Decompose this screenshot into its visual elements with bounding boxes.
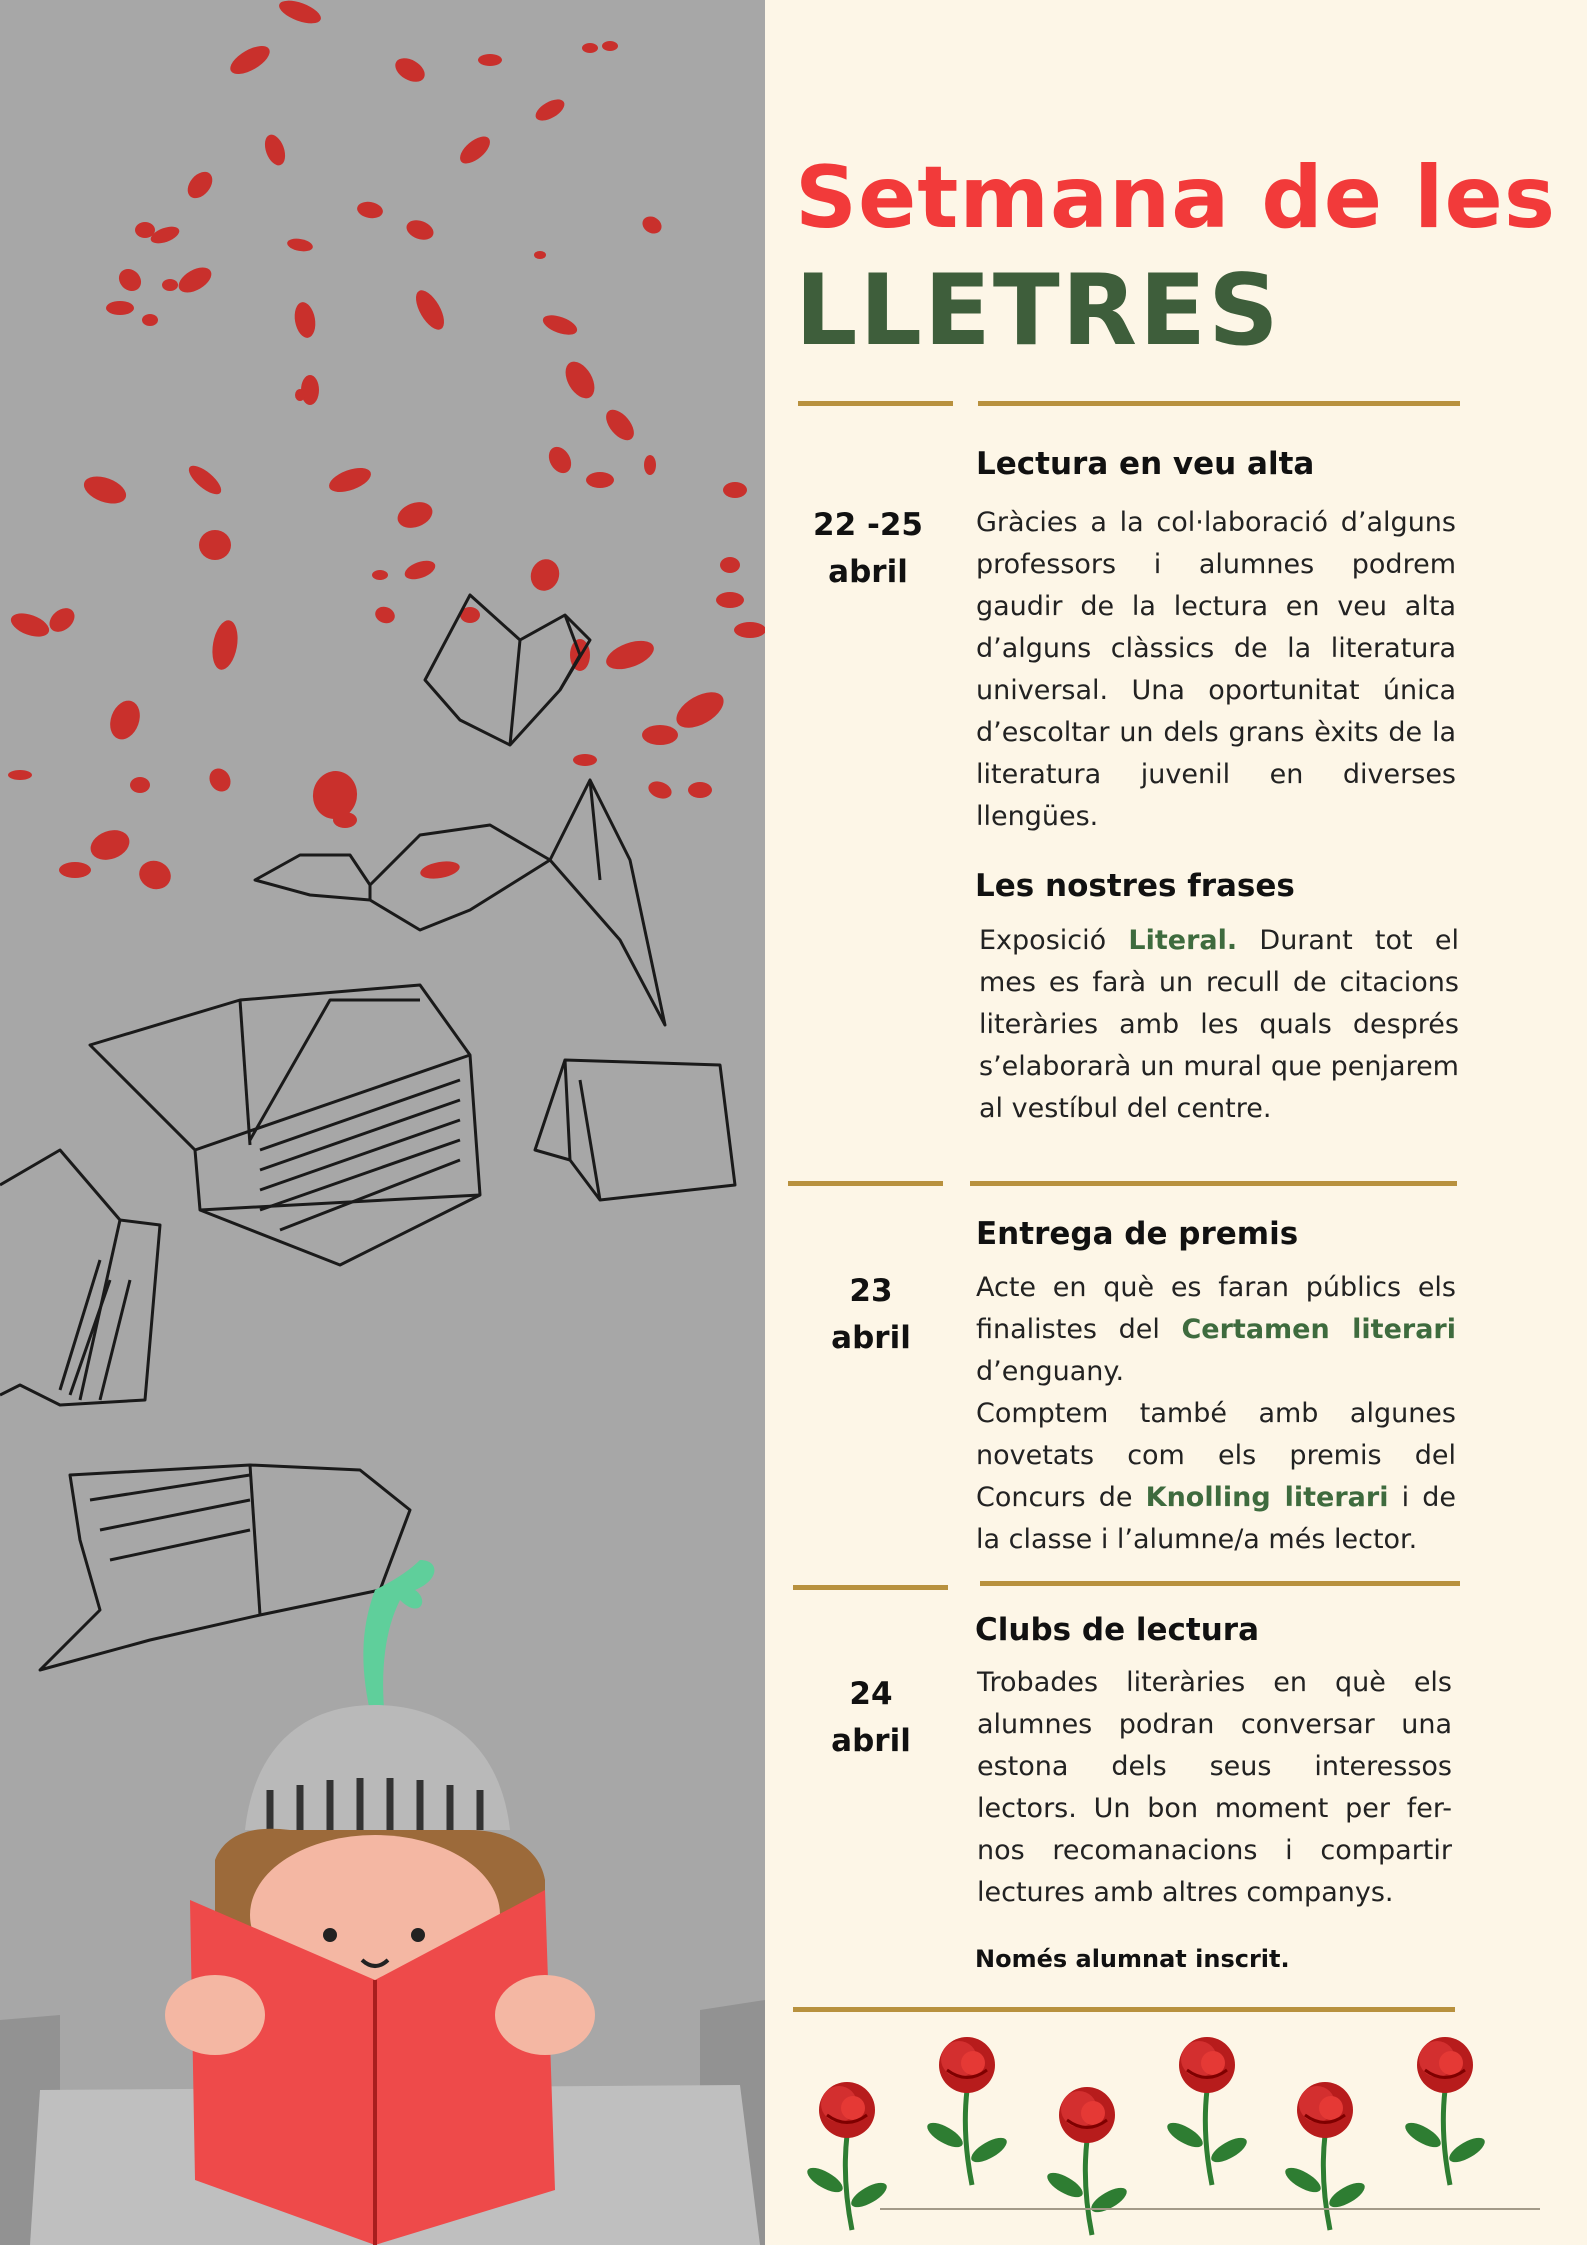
rose-icon [1044, 2087, 1131, 2235]
petal [582, 43, 598, 53]
date-month: abril [831, 1320, 911, 1356]
petal [86, 825, 133, 865]
highlight-text: Knolling literari [1145, 1482, 1389, 1513]
petal [544, 443, 575, 477]
petal [644, 455, 656, 475]
petal [602, 635, 657, 675]
event-title: Entrega de premis [976, 1216, 1299, 1252]
petal [688, 782, 712, 798]
petal [174, 262, 215, 297]
date-month: abril [831, 1723, 911, 1759]
illustration-panel [0, 0, 765, 2245]
page-title-line1: Setmana de les [795, 148, 1557, 248]
event-title: Lectura en veu alta [976, 446, 1315, 482]
petal [333, 812, 357, 828]
petal [586, 472, 614, 488]
petal [356, 200, 384, 220]
petal [534, 251, 546, 259]
date-day: 22 -25 [813, 507, 923, 543]
event-date [793, 502, 943, 596]
petal [45, 603, 79, 636]
rose-icon [924, 2037, 1011, 2185]
event-description: Exposició Literal. Durant tot el mes es farà un recull de citacions literàries amb les quals després s’elaborarà un mural que penjarem al vestíbul del centre. [979, 925, 1459, 1124]
petal [391, 53, 429, 86]
petal [720, 557, 740, 573]
registration-note: Només alumnat inscrit. [975, 1945, 1290, 1973]
petal [419, 859, 461, 882]
petal [105, 696, 145, 743]
event-description: Gràcies a la col·laboració d’alguns professors i alumnes podrem gaudir de la lectura en veu alta d’alguns clàssics de la literatura universal. Una oportunitat única d’escoltar un dels grans èxits de la literatura juvenil en diverses llengües. [976, 507, 1456, 832]
event-description: Trobades literàries en què els alumnes podran conversar una estona dels seus interessos lectors. Un bon moment per fer-nos recomanacions i compartir lectures amb altres companys. [977, 1667, 1452, 1908]
petal [373, 604, 397, 626]
bottom-line [880, 2208, 1540, 2210]
petal [540, 311, 579, 338]
petal [601, 405, 639, 445]
page-title-line2: LLETRES [795, 254, 1281, 368]
rose-icon [804, 2082, 891, 2230]
petal [292, 301, 318, 340]
petal [142, 314, 158, 326]
petal [734, 622, 765, 638]
petal [226, 40, 274, 79]
petal [404, 217, 436, 243]
date-month: abril [828, 554, 908, 590]
petal [185, 461, 226, 499]
red-petals [8, 0, 765, 894]
rose-icon [1164, 2037, 1251, 2185]
petal [286, 237, 314, 253]
divider [788, 1181, 943, 1186]
petal [532, 95, 568, 125]
petal [646, 778, 674, 801]
petal [455, 132, 494, 169]
petal [560, 357, 601, 404]
petal [602, 41, 618, 51]
petal [130, 777, 150, 793]
petal [209, 618, 241, 671]
content-panel [765, 0, 1587, 2245]
date-day: 24 [849, 1676, 893, 1712]
petal [8, 770, 32, 780]
event-title: Clubs de lectura [975, 1612, 1260, 1648]
petal [106, 301, 134, 315]
petal [326, 463, 374, 497]
event-date [796, 1268, 946, 1362]
petal [723, 482, 747, 498]
petal [394, 498, 436, 533]
book-sketches [0, 595, 735, 1670]
petal [205, 765, 234, 796]
petal [276, 0, 324, 28]
divider [970, 1181, 1457, 1186]
divider [793, 1585, 948, 1590]
petal [670, 685, 729, 735]
petal [716, 592, 744, 608]
petal [410, 286, 449, 334]
event-description: Acte en què es faran públics els finalistes del Certamen literari d’enguany. Comptem també amb algunes novetats com els premis del Concurs de Knolling literari i de la classe i l’alumne/a més lector. [976, 1272, 1457, 1555]
petal [526, 555, 563, 595]
petal [183, 167, 218, 203]
petal [199, 530, 231, 560]
petal [642, 725, 678, 745]
highlight-text: Certamen literari [1181, 1314, 1456, 1345]
divider [978, 401, 1460, 406]
rose-icon [1402, 2037, 1489, 2185]
divider [980, 1581, 1460, 1586]
petal [573, 754, 597, 766]
petal [478, 54, 502, 66]
flying-books-illustration [0, 0, 765, 2245]
petal [59, 862, 91, 878]
date-day: 23 [849, 1273, 893, 1309]
petal [372, 570, 388, 580]
petal [639, 213, 664, 237]
reading-knight-figure [0, 1560, 765, 2245]
highlight-text: Literal. [1128, 925, 1238, 956]
petal [162, 279, 178, 291]
event-date [796, 1671, 946, 1765]
petal [295, 389, 305, 401]
petal [114, 264, 145, 295]
petal [301, 375, 319, 405]
divider [798, 401, 953, 406]
petal [8, 609, 52, 641]
petal [135, 856, 175, 893]
petal [261, 132, 289, 168]
event-title: Les nostres frases [975, 868, 1295, 904]
petal [402, 557, 438, 583]
petal [80, 471, 130, 509]
